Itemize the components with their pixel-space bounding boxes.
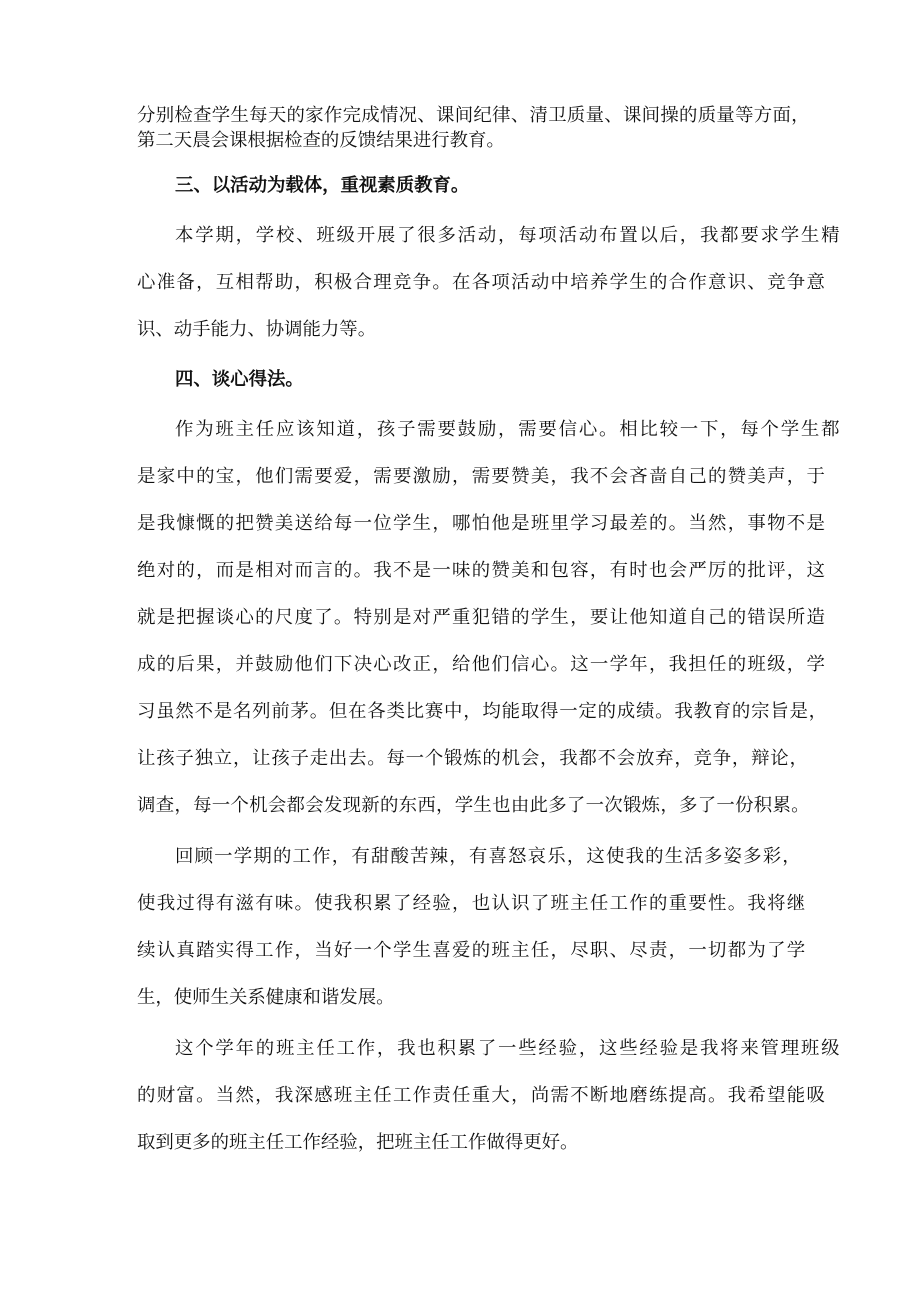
paragraph-line: 成的后果，并鼓励他们下决心改正，给他们信心。这一学年，我担任的班级，学 [137, 654, 827, 675]
paragraph-line: 回顾一学期的工作，有甜酸苦辣，有喜怒哀乐，这使我的生活多姿多彩， [175, 846, 802, 867]
section-heading: 四、谈心得法。 [175, 369, 304, 390]
paragraph-line: 的财富。当然，我深感班主任工作责任重大，尚需不断地磨练提高。我希望能吸 [137, 1085, 827, 1106]
section-heading: 三、以活动为载体，重视素质教育。 [175, 175, 470, 196]
paragraph-line: 生，使师生关系健康和谐发展。 [137, 987, 395, 1008]
paragraph-line: 取到更多的班主任工作经验，把班主任工作做得更好。 [137, 1132, 579, 1153]
paragraph-line: 调查，每一个机会都会发现新的东西，学生也由此多了一次锻炼，多了一份积累。 [137, 795, 810, 816]
paragraph-line: 使我过得有滋有味。使我积累了经验，也认识了班主任工作的重要性。我将继 [137, 893, 807, 914]
paragraph-line: 分别检查学生每天的家作完成情况、课间纪律、清卫质量、课间操的质量等方面， [137, 105, 810, 126]
paragraph-line: 作为班主任应该知道，孩子需要鼓励，需要信心。相比较一下，每个学生都 [175, 419, 842, 440]
paragraph-line: 本学期，学校、班级开展了很多活动，每项活动布置以后，我都要求学生精 [175, 225, 842, 246]
paragraph-line: 心准备，互相帮助，积极合理竞争。在各项活动中培养学生的合作意识、竞争意 [137, 272, 827, 293]
paragraph-line: 习虽然不是名列前茅。但在各类比赛中，均能取得一定的成绩。我教育的宗旨是， [137, 701, 828, 722]
paragraph-line: 第二天晨会课根据检查的反馈结果进行教育。 [137, 130, 505, 151]
paragraph-line: 是我慷慨的把赞美送给每一位学生，哪怕他是班里学习最差的。当然，事物不是 [137, 513, 827, 534]
paragraph-line: 让孩子独立，让孩子走出去。每一个锻炼的机会，我都不会放弃，竞争，辩论， [137, 748, 809, 769]
paragraph-line: 是家中的宝，他们需要爱，需要激励，需要赞美，我不会吝啬自己的赞美声，于 [137, 466, 827, 487]
paragraph-line: 绝对的，而是相对而言的。我不是一味的赞美和包容，有时也会严厉的批评，这 [137, 560, 827, 581]
paragraph-line: 续认真踏实得工作，当好一个学生喜爱的班主任，尽职、尽责，一切都为了学 [137, 940, 807, 961]
paragraph-line: 就是把握谈心的尺度了。特别是对严重犯错的学生，要让他知道自己的错误所造 [137, 607, 827, 628]
paragraph-line: 识、动手能力、协调能力等。 [137, 319, 377, 340]
paragraph-line: 这个学年的班主任工作，我也积累了一些经验，这些经验是我将来管理班级 [175, 1038, 842, 1059]
